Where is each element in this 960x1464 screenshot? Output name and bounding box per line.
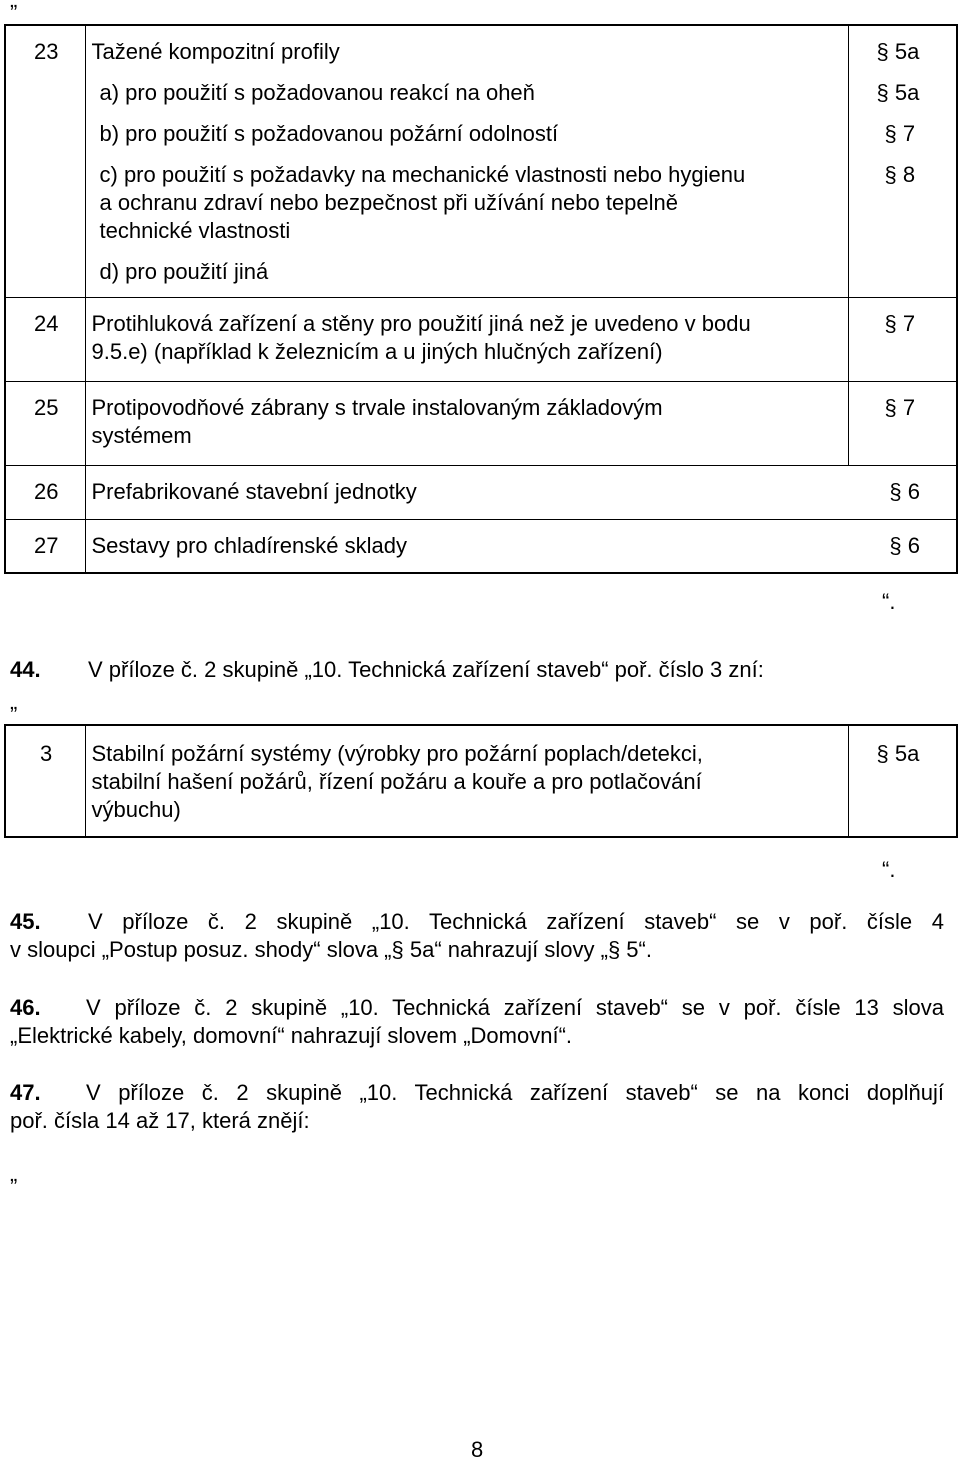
row-subitem-a: a) pro použití s požadovanou reakcí na oheň: [99, 80, 535, 105]
paragraph-44-text: V příloze č. 2 skupině „10. Technická zařízení staveb“ poř. číslo 3 zní:: [88, 657, 764, 682]
row-number: 24: [34, 310, 59, 336]
paragraph-line-1: V příloze č. 2 skupině „10. Technická zařízení staveb“ se v poř. čísle 13 slova: [86, 995, 944, 1020]
product-table-1: [4, 24, 958, 574]
opening-quote: [10, 0, 17, 14]
row-text-cont: 9.5.e) (například k železnicím a u jiných hlučných zařízení): [91, 338, 663, 364]
procedure-d: § 8: [884, 162, 916, 187]
row-subitem-d: d) pro použití jiná: [99, 259, 269, 284]
procedure-b: § 5a: [876, 80, 920, 105]
row-number: 23: [34, 39, 59, 64]
closing-quote: “.: [882, 589, 896, 614]
paragraph-46: [10, 994, 944, 1050]
table-row-25: [5, 381, 957, 465]
row-title: Tažené kompozitní profily: [91, 39, 340, 64]
procedure-c: § 7: [884, 121, 916, 146]
row-text-cont: systémem: [91, 422, 192, 448]
paragraph-number: 46.: [10, 995, 41, 1020]
row-text: Prefabrikované stavební jednotky: [91, 478, 417, 504]
row-text: Protipovodňové zábrany s trvale instalovaným základovým: [91, 394, 663, 420]
row-text-cont: výbuchu): [91, 797, 181, 822]
row-subitem-b: b) pro použití s požadovanou požární odolností: [99, 121, 559, 146]
paragraph-line-1: V příloze č. 2 skupině „10. Technická zařízení staveb“ se v poř. čísle 4: [88, 909, 944, 934]
row-text-cont: stabilní hašení požárů, řízení požáru a kouře a pro potlačování: [91, 769, 702, 794]
table-row-23: [5, 25, 957, 297]
procedure: § 6: [889, 532, 920, 558]
page-number: 8: [471, 1437, 484, 1462]
paragraph-number: 47.: [10, 1080, 41, 1105]
procedure: § 5a: [876, 741, 920, 766]
row-subitem-c-cont: a ochranu zdraví nebo bezpečnost při užívání nebo tepelně: [99, 190, 679, 215]
procedure-a: § 5a: [876, 39, 920, 64]
row-number: 26: [34, 478, 59, 504]
table-row-26: [5, 465, 957, 519]
table-row-27: [5, 519, 957, 573]
opening-quote: „: [10, 1161, 18, 1186]
row-number: 27: [34, 532, 59, 558]
row-number: 25: [34, 394, 59, 420]
paragraph-number: 44.: [10, 657, 41, 682]
paragraph-47: [10, 1079, 944, 1135]
paragraph-44: [10, 656, 41, 684]
paragraph-line-2: v sloupci „Postup posuz. shody“ slova „§ 5a“ nahrazují slovy „§ 5“.: [10, 937, 652, 962]
procedure: § 6: [889, 478, 920, 504]
row-subitem-c-cont: technické vlastnosti: [99, 218, 291, 243]
row-text: Sestavy pro chladírenské sklady: [91, 532, 407, 558]
closing-quote: “.: [882, 857, 896, 882]
product-table-2: [4, 724, 958, 838]
opening-quote: „: [10, 689, 18, 714]
row-subitem-c: c) pro použití s požadavky na mechanické vlastnosti nebo hygienu: [99, 162, 746, 187]
table-row-24: [5, 297, 957, 381]
row-number: 3: [40, 741, 53, 766]
paragraph-number: 45.: [10, 909, 41, 934]
row-text: Stabilní požární systémy (výrobky pro požární poplach/detekci,: [91, 741, 703, 766]
paragraph-line-2: poř. čísla 14 až 17, která znějí:: [10, 1108, 310, 1133]
procedure: § 7: [884, 310, 916, 336]
procedure: § 7: [884, 394, 916, 420]
paragraph-line-2: „Elektrické kabely, domovní“ nahrazují slovem „Domovní“.: [10, 1023, 573, 1048]
table-row-3: [5, 725, 957, 837]
paragraph-line-1: V příloze č. 2 skupině „10. Technická zařízení staveb“ se na konci doplňují: [86, 1080, 944, 1105]
paragraph-45: [10, 908, 944, 964]
row-text: Protihluková zařízení a stěny pro použití jiná než je uvedeno v bodu: [91, 310, 751, 336]
